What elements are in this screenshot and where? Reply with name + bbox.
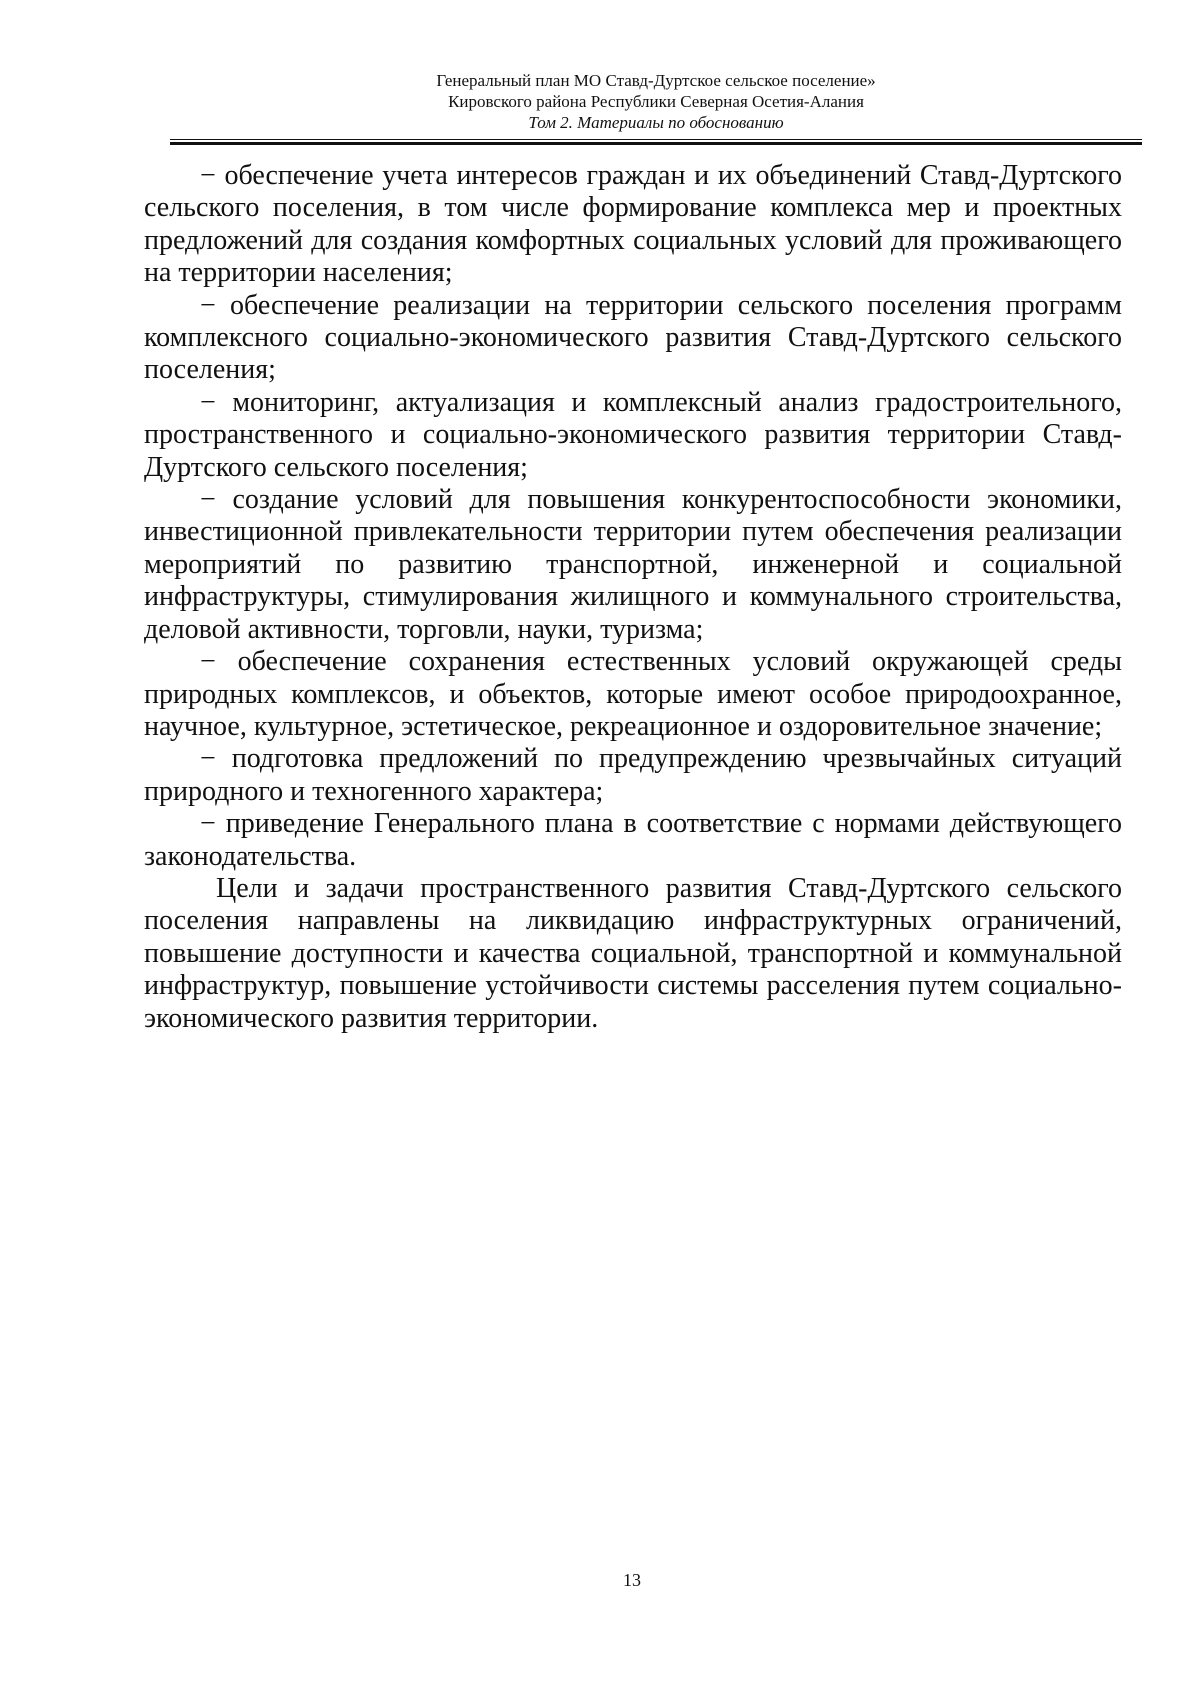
header-volume: Том 2. Материалы по обоснованию: [528, 113, 784, 132]
document-body: [144, 160, 1122, 1035]
header-title: Генеральный план МО Ставд-Дуртское сельское поселение»: [436, 71, 876, 90]
list-item: − обеспечение реализации на территории сельского поселения программ комплексного социально-экономического развития Ставд-Дуртского сельского поселения;: [144, 289, 1122, 386]
list-item: − мониторинг, актуализация и комплексный анализ градостроительного, пространственного и социально-экономического развития территории Ставд-Дуртского сельского поселения;: [144, 386, 1122, 483]
list-item: − обеспечение сохранения естественных условий окружающей среды природных комплексов, и объектов, которые имеют особое природоохранное, научное, культурное, эстетическое, рекреационное и оздоровительное значение;: [144, 646, 1122, 742]
list-item: − приведение Генерального плана в соответствие с нормами действующего законодательства.: [144, 808, 1122, 872]
list-item: − обеспечение учета интересов граждан и их объединений Ставд-Дуртского сельского поселения, в том числе формирование комплекса мер и проектных предложений для создания комфортных социальных условий для проживающего на территории населения;: [144, 160, 1122, 289]
page-number: 13: [623, 1570, 641, 1590]
list-item: − подготовка предложений по предупреждению чрезвычайных ситуаций природного и техногенного характера;: [144, 743, 1122, 807]
list-item: − создание условий для повышения конкурентоспособности экономики, инвестиционной привлекательности территории путем обеспечения реализации мероприятий по развитию транспортной, инженерной и социальной инфраструктуры, стимулирования жилищного и коммунального строительства, деловой активности, торговли, науки, туризма;: [144, 484, 1122, 645]
header-rule-thin: [170, 139, 1142, 140]
running-header: [170, 70, 1142, 133]
closing-paragraph: Цели и задачи пространственного развития Ставд-Дуртского сельского поселения направлены на ликвидацию инфраструктурных ограничений, повышение доступности и качества социальной, транспортной и коммунальной инфраструктур, повышение устойчивости системы расселения путем социально-экономического развития территории.: [144, 872, 1122, 1034]
header-region: Кировского района Республики Северная Осетия-Алания: [448, 92, 864, 111]
header-rule-thick: [170, 142, 1142, 145]
